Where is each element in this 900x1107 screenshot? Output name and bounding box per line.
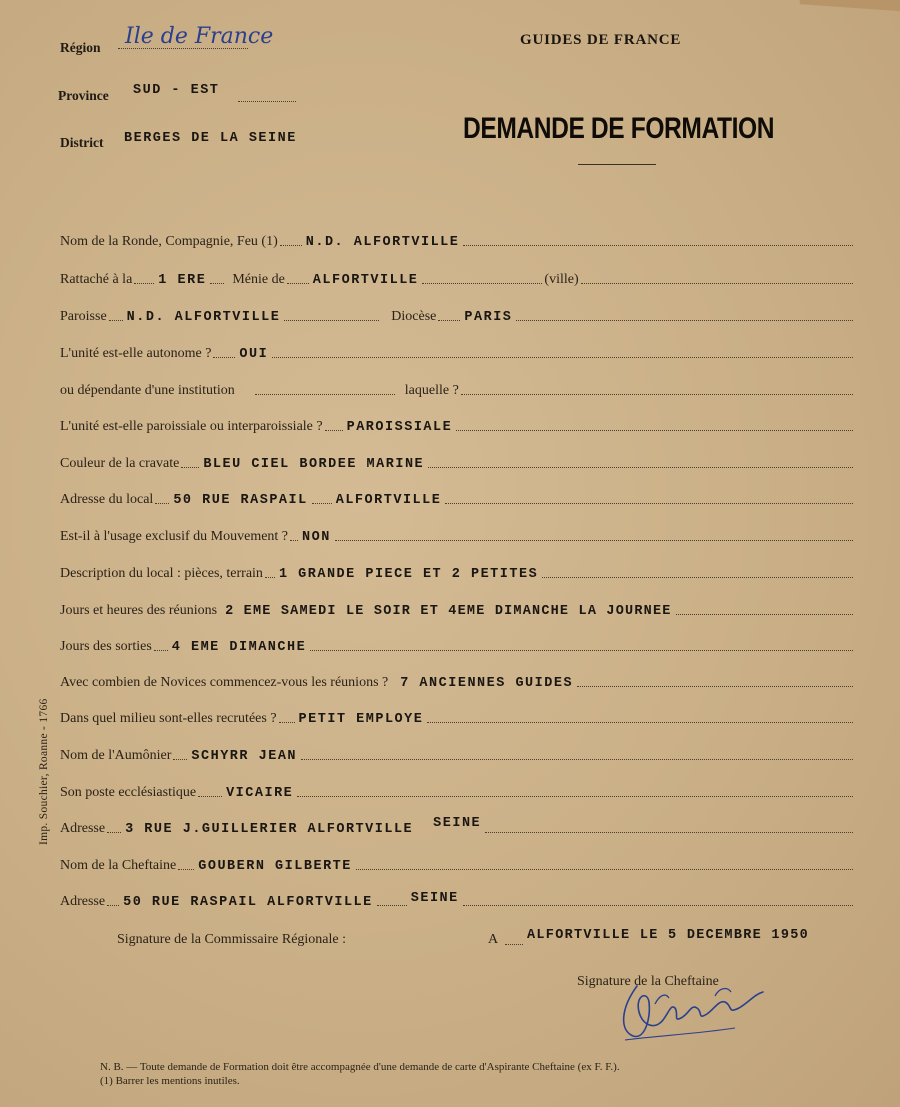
dots	[581, 283, 853, 284]
cheftaine-value: GOUBERN GILBERTE	[198, 859, 352, 874]
dots	[272, 357, 853, 358]
place-dots	[505, 943, 523, 945]
dots	[542, 577, 853, 578]
dots	[178, 869, 194, 870]
jours-reunions-value: 2 EME SAMEDI LE SOIR ET 4EME DIMANCHE LA JOURNEE	[225, 604, 672, 619]
dots	[485, 832, 853, 833]
milieu-label: Dans quel milieu sont-elles recrutées ?	[60, 711, 277, 726]
dots	[356, 869, 853, 870]
adresse-cheftaine-dept: SEINE	[410, 891, 459, 906]
adresse-local-value: 50 RUE RASPAIL	[173, 493, 308, 508]
dots	[577, 686, 853, 687]
ville-suffix: (ville)	[544, 272, 579, 287]
region-value: Ile de France	[125, 24, 274, 49]
dots	[290, 540, 298, 541]
paroissiale-value: PAROISSIALE	[346, 420, 453, 435]
row-dependante	[60, 377, 855, 399]
dots	[265, 577, 275, 578]
province-value: SUD - EST	[133, 83, 220, 98]
region-dots	[118, 47, 248, 49]
row-rattache	[60, 266, 855, 288]
adresse-aumonier-label: Adresse	[60, 821, 106, 836]
jours-sorties-value: 4 EME DIMANCHE	[171, 640, 307, 655]
dots	[438, 320, 460, 321]
dots	[422, 283, 542, 284]
paroisse-label: Paroisse	[60, 309, 107, 324]
aumonier-value: SCHYRR JEAN	[191, 749, 298, 764]
dots	[213, 357, 235, 358]
footnote-nb: N. B. — Toute demande de Formation doit être accompagnée d'une demande de carte d'Aspirante Cheftaine (ex F. F.).	[100, 1061, 620, 1073]
description-label: Description du local : pièces, terrain	[60, 566, 263, 581]
dots	[463, 245, 853, 246]
poste-label: Son poste ecclésiastique	[60, 785, 197, 800]
row-nom	[60, 228, 855, 250]
adresse-aumonier-dept: SEINE	[433, 816, 482, 831]
dots	[445, 503, 853, 504]
row-novices	[60, 669, 855, 691]
poste-value: VICAIRE	[226, 786, 294, 801]
dots	[456, 430, 853, 431]
rattache-label: Rattaché à la	[60, 272, 133, 287]
paroisse-value: N.D. ALFORTVILLE	[126, 310, 281, 325]
dots	[109, 320, 123, 321]
district-label: District	[60, 135, 104, 150]
adresse-cheftaine-value: 50 RUE RASPAIL ALFORTVILLE	[123, 895, 373, 910]
dots	[325, 430, 343, 431]
dots	[312, 503, 332, 504]
cheftaine-label: Nom de la Cheftaine	[60, 858, 177, 873]
row-aumonier	[60, 742, 855, 764]
dots	[297, 796, 853, 797]
row-adresse-aumonier	[60, 815, 855, 837]
dots	[335, 540, 853, 541]
adresse-local-city: ALFORTVILLE	[335, 493, 442, 508]
novices-label: Avec combien de Novices commencez-vous les réunions ?	[60, 675, 389, 690]
dots	[284, 320, 379, 321]
dots	[280, 245, 302, 246]
row-cheftaine	[60, 852, 855, 874]
menie-label: Ménie de	[232, 272, 285, 287]
jours-sorties-label: Jours des sorties	[60, 639, 152, 654]
footnote-1: (1) Barrer les mentions inutiles.	[100, 1075, 240, 1087]
laquelle-label: laquelle ?	[404, 383, 459, 398]
nom-value: N.D. ALFORTVILLE	[305, 235, 460, 250]
dots	[210, 283, 224, 284]
dots	[255, 394, 395, 395]
region-label: Région	[60, 40, 101, 55]
description-value: 1 GRANDE PIECE ET 2 PETITES	[278, 567, 539, 582]
cheftaine-signature-label: Signature de la Cheftaine	[577, 974, 719, 989]
side-imprint: Imp. Souchier, Roanne - 1766	[38, 698, 50, 845]
district-value: BERGES DE LA SEINE	[124, 131, 297, 146]
dots	[107, 905, 119, 906]
row-adresse-cheftaine	[60, 888, 855, 910]
dots	[428, 467, 853, 468]
place-prefix: A	[488, 932, 499, 947]
aumonier-label: Nom de l'Aumônier	[60, 748, 172, 763]
adresse-local-label: Adresse du local	[60, 492, 154, 507]
row-milieu	[60, 705, 855, 727]
row-paroisse	[60, 303, 855, 325]
adresse-cheftaine-label: Adresse	[60, 894, 106, 909]
row-exclusif	[60, 523, 855, 545]
handwritten-signature	[615, 978, 775, 1048]
dots	[134, 283, 154, 284]
rattache-value: 1 ERE	[158, 273, 207, 288]
dependante-label: ou dépendante d'une institution	[60, 383, 235, 398]
row-poste	[60, 779, 855, 801]
nom-label: Nom de la Ronde, Compagnie, Feu (1)	[60, 234, 278, 249]
dots	[463, 905, 853, 906]
dots	[279, 722, 295, 723]
dots	[427, 722, 853, 723]
row-jours-reunions	[60, 597, 855, 619]
row-paroissiale	[60, 413, 855, 435]
diocese-label: Diocèse	[391, 309, 437, 324]
form-title: DEMANDE DE FORMATION	[463, 112, 775, 145]
row-description	[60, 560, 855, 582]
commissaire-signature-label: Signature de la Commissaire Régionale :	[117, 932, 347, 947]
row-autonome	[60, 340, 855, 362]
title-rule	[578, 164, 656, 165]
dots	[516, 320, 853, 321]
milieu-value: PETIT EMPLOYE	[298, 712, 424, 727]
dots	[198, 796, 222, 797]
dots	[181, 467, 199, 468]
adresse-aumonier-value: 3 RUE J.GUILLERIER ALFORTVILLE	[125, 822, 414, 837]
autonome-label: L'unité est-elle autonome ?	[60, 346, 212, 361]
dots	[173, 759, 187, 760]
jours-reunions-label: Jours et heures des réunions	[60, 603, 218, 618]
dots	[310, 650, 853, 651]
dots	[377, 905, 407, 906]
dots	[461, 394, 853, 395]
dots	[155, 503, 169, 504]
org-name: GUIDES DE FRANCE	[520, 32, 682, 48]
dots	[154, 650, 168, 651]
cravate-label: Couleur de la cravate	[60, 456, 180, 471]
dots	[287, 283, 309, 284]
dots	[676, 614, 853, 615]
paroissiale-label: L'unité est-elle paroissiale ou interparoissiale ?	[60, 419, 323, 434]
province-label: Province	[58, 88, 109, 103]
diocese-value: PARIS	[464, 310, 513, 325]
exclusif-value: NON	[302, 530, 331, 545]
novices-value: 7 ANCIENNES GUIDES	[400, 676, 574, 691]
autonome-value: OUI	[239, 347, 269, 362]
menie-value: ALFORTVILLE	[312, 273, 419, 288]
exclusif-label: Est-il à l'usage exclusif du Mouvement ?	[60, 529, 289, 544]
row-jours-sorties	[60, 633, 855, 655]
dots	[107, 832, 121, 833]
cravate-value: BLEU CIEL BORDEE MARINE	[203, 457, 425, 472]
row-adresse-local	[60, 486, 855, 508]
row-cravate	[60, 450, 855, 472]
place-date-value: ALFORTVILLE LE 5 DECEMBRE 1950	[527, 928, 810, 943]
dots	[301, 759, 853, 760]
province-dots	[238, 100, 296, 102]
